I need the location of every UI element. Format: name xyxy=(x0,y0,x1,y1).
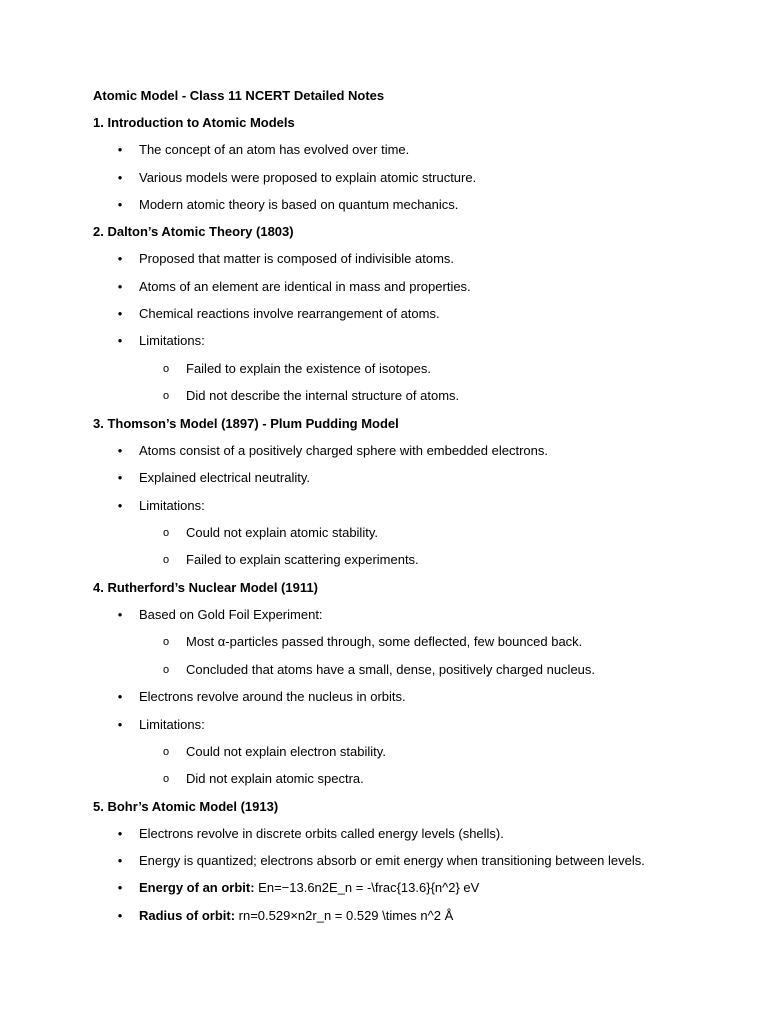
list-item-text: Limitations: xyxy=(139,333,205,348)
bullet-icon: • xyxy=(117,689,123,704)
list-item-text: Electrons revolve around the nucleus in orbits. xyxy=(139,689,406,704)
list-item xyxy=(0,605,768,625)
bullet-icon: • xyxy=(117,880,123,895)
bullet-icon: • xyxy=(117,717,123,732)
sub-list-item xyxy=(0,386,768,406)
list-item-text: Explained electrical neutrality. xyxy=(139,470,311,485)
formula-text: rn=0.529×n2r_n = 0.529 \times n^2 Å xyxy=(235,908,454,923)
list-item-text: Energy is quantized; electrons absorb or emit energy when transitioning between levels. xyxy=(139,853,645,868)
list-item-text: Atoms consist of a positively charged sphere with embedded electrons. xyxy=(139,443,548,458)
list-item xyxy=(0,277,768,297)
list-item xyxy=(0,441,768,461)
list-item-text: Limitations: xyxy=(139,717,205,732)
list-item xyxy=(0,331,768,351)
list-item xyxy=(0,468,768,488)
sub-list-item-text: Did not explain atomic spectra. xyxy=(186,771,364,786)
sub-list-item xyxy=(0,550,768,570)
bullet-icon: • xyxy=(117,498,123,513)
circle-bullet-icon: o xyxy=(162,527,170,539)
circle-bullet-icon: o xyxy=(162,636,170,648)
circle-bullet-icon: o xyxy=(162,390,170,402)
bullet-icon: • xyxy=(117,142,123,157)
circle-bullet-icon: o xyxy=(162,664,170,676)
formula-line xyxy=(139,878,479,898)
list-item xyxy=(0,195,768,215)
circle-bullet-icon: o xyxy=(162,773,170,785)
sub-list-item xyxy=(0,769,768,789)
list-item xyxy=(0,249,768,269)
list-item xyxy=(0,715,768,735)
bullet-icon: • xyxy=(117,908,123,923)
bullet-icon: • xyxy=(117,333,123,348)
list-item-text: Proposed that matter is composed of indivisible atoms. xyxy=(139,251,455,266)
bullet-icon: • xyxy=(117,197,123,212)
bullet-icon: • xyxy=(117,470,123,485)
list-item xyxy=(0,304,768,324)
list-item xyxy=(0,687,768,707)
circle-bullet-icon: o xyxy=(162,363,170,375)
list-item-text: Modern atomic theory is based on quantum mechanics. xyxy=(139,197,459,212)
list-item-energy-formula xyxy=(0,878,768,898)
document-title: Atomic Model - Class 11 NCERT Detailed Notes xyxy=(93,88,385,103)
list-item xyxy=(0,168,768,188)
section-heading-introduction: 1. Introduction to Atomic Models xyxy=(93,115,295,130)
section-heading-rutherford: 4. Rutherford’s Nuclear Model (1911) xyxy=(93,580,318,595)
bullet-icon: • xyxy=(117,443,123,458)
bullet-icon: • xyxy=(117,170,123,185)
list-item-text: Chemical reactions involve rearrangement of atoms. xyxy=(139,306,440,321)
list-item xyxy=(0,496,768,516)
sub-list-item-text: Concluded that atoms have a small, dense, positively charged nucleus. xyxy=(186,662,596,677)
bullet-icon: • xyxy=(117,607,123,622)
bullet-icon: • xyxy=(117,279,123,294)
sub-list-item-text: Most α-particles passed through, some deflected, few bounced back. xyxy=(186,634,583,649)
sub-list-item xyxy=(0,742,768,762)
formula-text: En=−13.6n2E_n = -\frac{13.6}{n^2} eV xyxy=(254,880,480,895)
sub-list-item-text: Could not explain atomic stability. xyxy=(186,525,378,540)
sub-list-item-text: Failed to explain the existence of isotopes. xyxy=(186,361,431,376)
bullet-icon: • xyxy=(117,853,123,868)
section-heading-dalton: 2. Dalton’s Atomic Theory (1803) xyxy=(93,224,294,239)
bullet-icon: • xyxy=(117,251,123,266)
list-item-text: Limitations: xyxy=(139,498,205,513)
list-item xyxy=(0,824,768,844)
bullet-icon: • xyxy=(117,826,123,841)
sub-list-item xyxy=(0,632,768,652)
formula-line xyxy=(139,906,453,926)
list-item-text: Based on Gold Foil Experiment: xyxy=(139,607,323,622)
section-heading-bohr: 5. Bohr’s Atomic Model (1913) xyxy=(93,799,279,814)
section-heading-thomson: 3. Thomson’s Model (1897) - Plum Pudding Model xyxy=(93,416,399,431)
list-item-text: Atoms of an element are identical in mass and properties. xyxy=(139,279,471,294)
sub-list-item xyxy=(0,359,768,379)
list-item-text: Various models were proposed to explain atomic structure. xyxy=(139,170,477,185)
list-item-radius-formula xyxy=(0,906,768,926)
circle-bullet-icon: o xyxy=(162,554,170,566)
formula-label: Radius of orbit: xyxy=(139,908,236,923)
sub-list-item xyxy=(0,523,768,543)
list-item xyxy=(0,140,768,160)
bullet-icon: • xyxy=(117,306,123,321)
sub-list-item-text: Could not explain electron stability. xyxy=(186,744,386,759)
sub-list-item-text: Failed to explain scattering experiments. xyxy=(186,552,419,567)
circle-bullet-icon: o xyxy=(162,746,170,758)
list-item-text: The concept of an atom has evolved over time. xyxy=(139,142,410,157)
list-item-text: Electrons revolve in discrete orbits called energy levels (shells). xyxy=(139,826,504,841)
formula-label: Energy of an orbit: xyxy=(139,880,255,895)
sub-list-item xyxy=(0,660,768,680)
list-item xyxy=(0,851,768,871)
sub-list-item-text: Did not describe the internal structure of atoms. xyxy=(186,388,460,403)
